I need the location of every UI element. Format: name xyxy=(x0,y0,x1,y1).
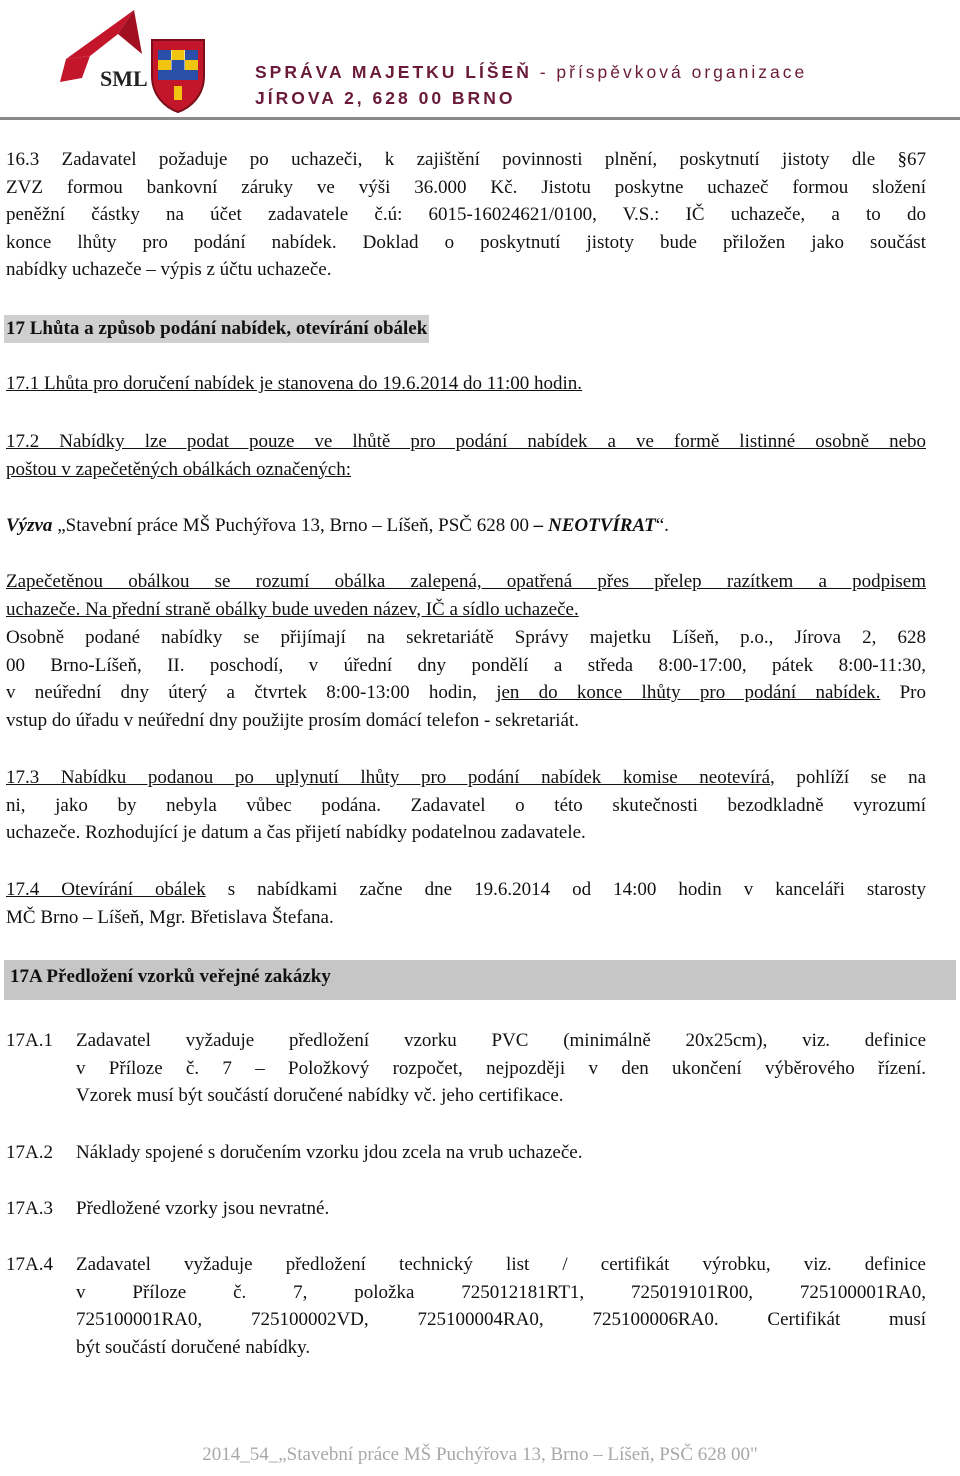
section-heading-17: 17 Lhůta a způsob podání nabídek, otevírání obálek xyxy=(4,315,429,343)
item-number: 17A.2 xyxy=(6,1142,53,1163)
letterhead xyxy=(0,0,960,122)
text-line: nabídky uchazeče – výpis z účtu uchazeče. xyxy=(6,259,332,280)
text-line: 17.3 Nabídku podanou po uplynutí lhůty pro podání nabídek komise neotevírá, pohlíží se na xyxy=(6,767,926,788)
deadline-note: jen do konce lhůty pro podání nabídek. xyxy=(496,682,881,703)
text-line: 16.3 Zadavatel požaduje po uchazeči, k zajištění povinnosti plnění, poskytnutí jistoty dle §67 xyxy=(6,149,926,170)
text-line: Předložené vzorky jsou nevratné. xyxy=(76,1198,330,1219)
text-line: být součástí doručené nabídky. xyxy=(76,1336,311,1358)
text-line: 00 Brno-Líšeň, II. poschodí, v úřední dny pondělí a středa 8:00-17:00, pátek 8:00-11:30, xyxy=(6,654,926,676)
text-line: Zapečetěnou obálkou se rozumí obálka zalepená, opatřená přes přelep razítkem a podpisem xyxy=(6,571,926,592)
item-number: 17A.3 xyxy=(6,1198,53,1219)
section-17-4 xyxy=(6,876,926,931)
text-line: uchazeče. Rozhodující je datum a čas přijetí nabídky podatelnou zadavatele. xyxy=(6,822,586,843)
text-line: 17.2 Nabídky lze podat pouze ve lhůtě pro podání nabídek a ve formě listinné osobně nebo xyxy=(6,431,926,452)
text-line: poštou v zapečetěných obálkách označených: xyxy=(6,458,352,480)
header-divider xyxy=(0,117,960,120)
section-17-1 xyxy=(6,370,926,398)
coat-of-arms-icon xyxy=(148,36,208,114)
text-line: 17.1 Lhůta pro doručení nabídek je stanovena do 19.6.2014 do 11:00 hodin. xyxy=(6,373,583,394)
text-line: konce lhůty pro podání nabídek. Doklad o poskytnutí jistoty bude přiložen jako součást xyxy=(6,231,926,253)
text-line: ZVZ formou bankovní záruky ve výši 36.000 Kč. Jistotu poskytne uchazeč formou složení xyxy=(6,176,926,198)
page-footer: 2014_54_„Stavební práce MŠ Puchýřova 13, Brno – Líšeň, PSČ 628 00" xyxy=(202,1444,758,1465)
vyzva-text: „Stavební práce MŠ Puchýřova 13, Brno – Líšeň, PSČ 628 00 xyxy=(52,515,529,536)
item-number: 17A.4 xyxy=(6,1254,53,1275)
logo-text: SML xyxy=(100,66,148,91)
text-line: uchazeče. Na přední straně obálky bude uveden název, IČ a sídlo uchazeče. xyxy=(6,598,579,620)
section-heading-17a xyxy=(4,960,956,1000)
envelope-label xyxy=(6,512,926,540)
org-name: SPRÁVA MAJETKU LÍŠEŇ - příspěvková organizace xyxy=(255,62,808,82)
section-heading-17a-text: 17A Předložení vzorků veřejné zakázky xyxy=(10,966,331,987)
text-line: 17.4 Otevírání obálek s nabídkami začne dne 19.6.2014 od 14:00 hodin v kanceláři starosty xyxy=(6,879,926,900)
text-line: Osobně podané nabídky se přijímají na sekretariátě Správy majetku Líšeň, p.o., Jírova 2, 628 xyxy=(6,627,926,648)
text-line: v neúřední dny úterý a čtvrtek 8:00-13:00 hodin, jen do konce lhůty pro podání nabídek. Pro xyxy=(6,682,926,703)
text-line: peněžní částky na účet zadavatele č.ú: 6015-16024621/0100, V.S.: IČ uchazeče, a to do xyxy=(6,204,926,225)
text-line: v Příloze č. 7, položka 725012181RT1, 725019101R00, 725100001RA0, xyxy=(76,1281,926,1303)
item-number: 17A.1 xyxy=(6,1030,53,1051)
org-type: - příspěvková organizace xyxy=(531,62,808,82)
text-line: v Příloze č. 7 – Položkový rozpočet, nejpozději v den ukončení výběrového řízení. xyxy=(76,1057,926,1079)
text-line: vstup do úřadu v neúřední dny použijte prosím domácí telefon - sekretariát. xyxy=(6,709,580,731)
vyzva-emph: – NEOTVÍRAT xyxy=(528,515,656,536)
section-17-2 xyxy=(6,428,926,483)
arrow-logo-icon xyxy=(6,4,156,124)
text-line: Zadavatel vyžaduje předložení technický list / certifikát výrobku, viz. definice xyxy=(76,1254,926,1275)
text-line: 725100001RA0, 725100002VD, 725100004RA0, 725100006RA0. Certifikát musí xyxy=(76,1309,926,1330)
text-line: Náklady spojené s doručením vzorku jdou zcela na vrub uchazeče. xyxy=(76,1142,583,1163)
text-line: ni, jako by nebyla vůbec podána. Zadavatel o této skutečnosti bezodkladně vyrozumí xyxy=(6,794,926,816)
sealed-envelope-paragraph xyxy=(6,568,926,623)
vyzva-end: “. xyxy=(655,515,669,536)
text-line: Zadavatel vyžaduje předložení vzorku PVC (minimálně 20x25cm), viz. definice xyxy=(76,1030,926,1051)
text-line: MČ Brno – Líšeň, Mgr. Břetislava Štefana. xyxy=(6,906,334,928)
personal-delivery-paragraph xyxy=(6,624,926,734)
text-line: Vzorek musí být součástí doručené nabídky vč. jeho certifikace. xyxy=(76,1085,564,1106)
section-17-3 xyxy=(6,764,926,847)
org-address: JÍROVA 2, 628 00 BRNO xyxy=(255,88,516,108)
vyzva-label: Výzva xyxy=(6,515,53,536)
section-16-3 xyxy=(6,146,926,284)
